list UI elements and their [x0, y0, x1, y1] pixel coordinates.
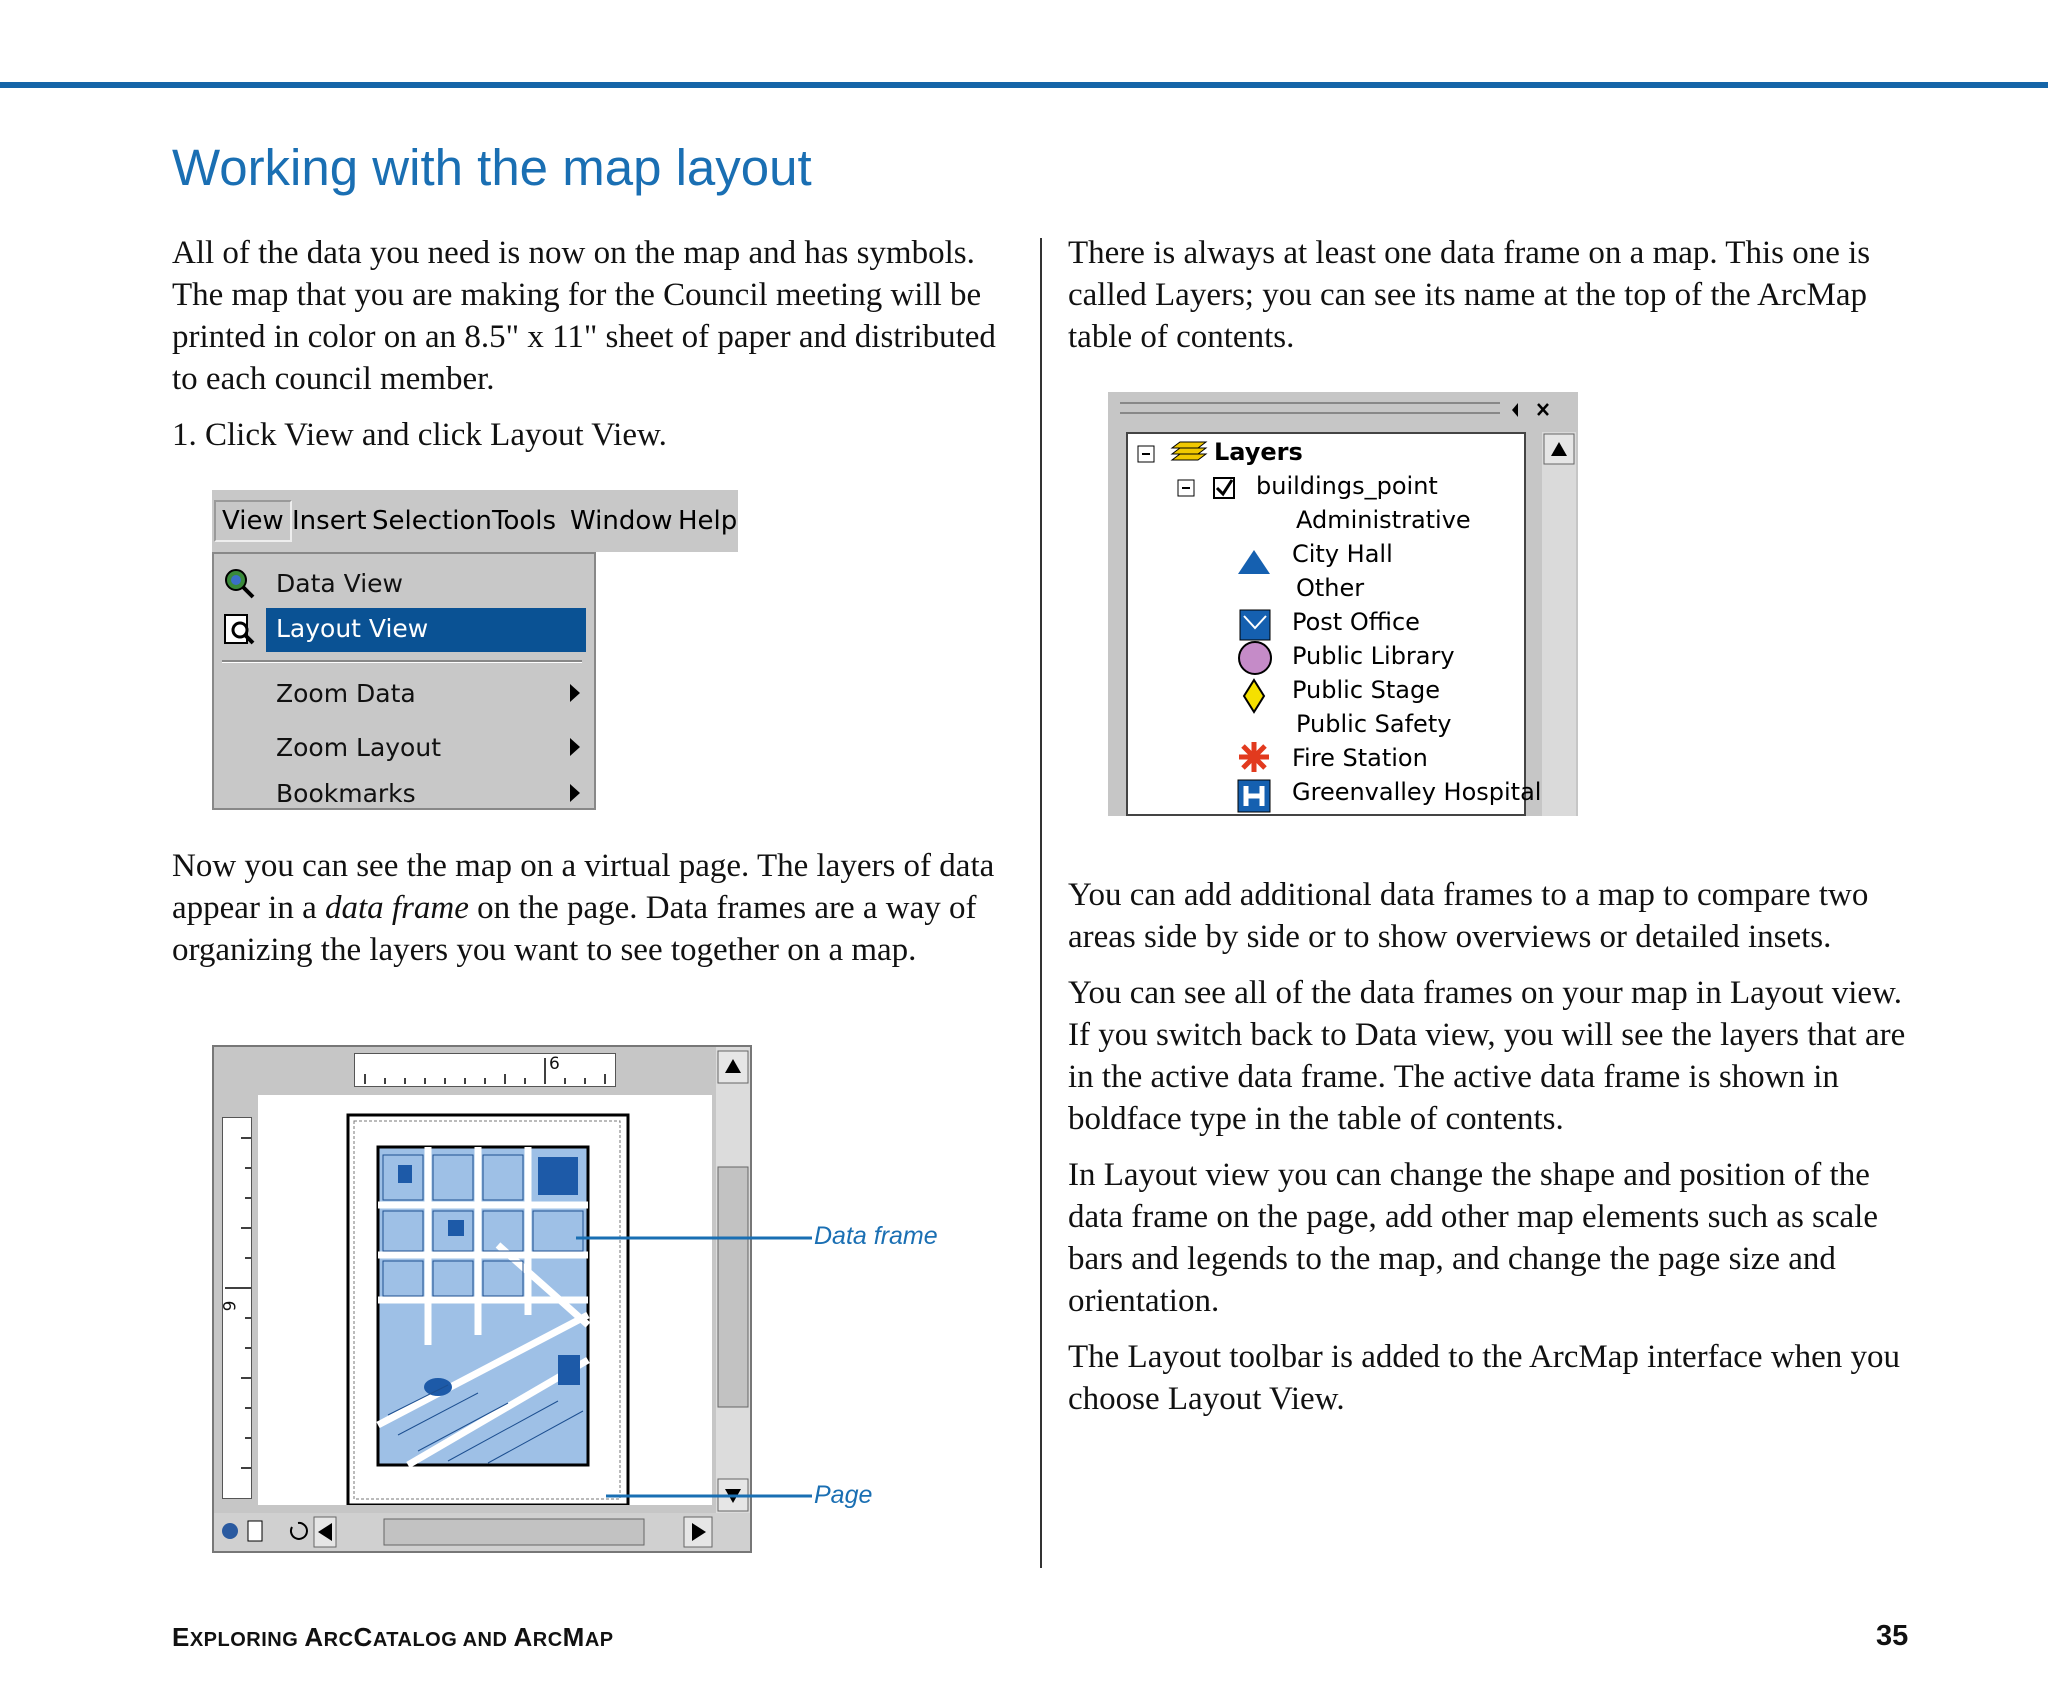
legend-entry: Greenvalley Hospital [1292, 778, 1542, 806]
legend-entry: Public Safety [1296, 710, 1452, 738]
menu-view[interactable]: View [214, 500, 292, 542]
menu-selection[interactable]: Selection [372, 506, 492, 536]
close-icon [1538, 404, 1548, 415]
running-footer [172, 1622, 614, 1653]
menu-item-label: Data View [276, 569, 403, 598]
menu-item-label: Layout View [266, 608, 586, 652]
emphasis-data-frame: data frame [325, 890, 469, 926]
column-divider [1040, 238, 1042, 1568]
menu-item-label: Zoom Layout [276, 733, 442, 762]
menu-separator [222, 660, 582, 663]
menu-item-zoom-layout[interactable] [214, 726, 594, 770]
footer-smallcaps: AP [584, 1629, 614, 1651]
layer-name[interactable]: buildings_point [1256, 472, 1438, 500]
callout-data-frame: Data frame [814, 1222, 938, 1250]
footer-cap: A [304, 1622, 324, 1652]
footer-smallcaps: XPLORING [189, 1629, 305, 1651]
view-dropdown [212, 552, 596, 810]
footer-smallcaps: RC [323, 1629, 354, 1651]
menu-item-zoom-data[interactable] [214, 672, 594, 716]
menu-bar [212, 490, 738, 552]
step-1: 1. Click View and click Layout View. [172, 417, 667, 453]
submenu-arrow-icon [570, 784, 580, 802]
text-run: on the page. Data frames are a way of organizing the layers you want to see together on a map. [172, 890, 977, 968]
dock-arrow-icon [1512, 403, 1518, 417]
menu-window[interactable]: Window [570, 506, 673, 536]
right-paragraph-1: There is always at least one data frame on a map. This one is called Layers; you can see its name at the top of the ArcMap table of contents. [1068, 235, 1871, 355]
legend-entry: Fire Station [1292, 744, 1428, 772]
table-of-contents-screenshot [1108, 392, 1578, 816]
footer-cap: E [172, 1622, 190, 1652]
toc-title-bar [1120, 402, 1500, 414]
footer-cap: A [513, 1622, 533, 1652]
submenu-arrow-icon [570, 738, 580, 756]
view-menu-screenshot [212, 490, 738, 810]
envelope-icon [1240, 610, 1270, 640]
toc-window-controls [1506, 398, 1566, 422]
footer-cap: C [353, 1622, 373, 1652]
legend-entry: Other [1296, 574, 1365, 602]
data-frame-name[interactable]: Layers [1214, 438, 1303, 466]
legend-entry: Public Stage [1292, 676, 1441, 704]
callout-page: Page [814, 1481, 873, 1509]
circle-icon [1239, 642, 1271, 674]
footer-cap: M [562, 1622, 585, 1652]
vertical-ruler [222, 1117, 252, 1499]
legend-entry: Public Library [1292, 642, 1455, 670]
footer-smallcaps: RC [532, 1629, 563, 1651]
menu-item-label: Bookmarks [276, 779, 416, 808]
left-paragraph-1: All of the data you need is now on the map and has symbols. The map that you are making for the Council meeting will be printed in color on an 8.5" x 11" sheet of paper and distributed to each council member. [172, 235, 996, 397]
left-column-top [172, 232, 1002, 470]
menu-tools[interactable]: Tools [492, 506, 557, 536]
callout-lines [576, 1220, 816, 1520]
right-column-top [1068, 232, 1928, 372]
menu-item-bookmarks[interactable] [214, 772, 594, 816]
right-paragraph-4: In Layout view you can change the shape and position of the data frame on the page, add other map elements such as scale bars and legends to the map, and change the page size and orientation. [1068, 1157, 1878, 1319]
right-paragraph-2: You can add additional data frames to a map to compare two areas side by side or to show overviews or detailed insets. [1068, 877, 1869, 955]
left-paragraph-2 [172, 845, 1002, 971]
ruler-ticks [355, 1054, 615, 1086]
toc-tree [1126, 432, 1542, 816]
right-paragraph-3: You can see all of the data frames on your map in Layout view. If you switch back to Data view, you will see the layers that are in the active data frame. The active data frame is shown in boldface type in the table of contents. [1068, 975, 1906, 1137]
menu-item-label: Zoom Data [276, 679, 416, 708]
triangle-icon [1238, 550, 1270, 574]
legend-entry: City Hall [1292, 540, 1393, 568]
globe-magnifier-icon [222, 566, 256, 600]
horizontal-ruler [354, 1053, 616, 1087]
ruler-label: 9 [220, 1300, 241, 1312]
right-paragraph-5: The Layout toolbar is added to the ArcMap interface when you choose Layout View. [1068, 1339, 1901, 1417]
ruler-label: 6 [549, 1054, 560, 1074]
scroll-up-arrow-icon [1542, 432, 1576, 816]
menu-help[interactable]: Help [678, 506, 738, 536]
legend-entry: Post Office [1292, 608, 1420, 636]
text-run: Now you can see the map on a virtual page. The layers of data appear in a [172, 848, 995, 926]
toc-scrollbar[interactable] [1542, 432, 1576, 816]
menu-item-data-view[interactable] [214, 562, 594, 606]
menu-insert[interactable]: Insert [292, 506, 367, 536]
footer-smallcaps: ATALOG AND [372, 1629, 514, 1651]
legend-entry: Administrative [1296, 506, 1471, 534]
left-column-bottom [172, 845, 1002, 985]
submenu-arrow-icon [570, 684, 580, 702]
page-magnifier-icon [222, 612, 256, 646]
layers-icon [1172, 442, 1206, 460]
diamond-icon [1244, 680, 1264, 712]
page-number: 35 [1876, 1620, 1909, 1652]
page-title: Working with the map layout [172, 139, 812, 196]
star-icon [1239, 742, 1269, 772]
menu-item-layout-view[interactable] [214, 608, 594, 652]
right-column-bottom [1068, 874, 1928, 1434]
header-rule [0, 82, 2048, 88]
